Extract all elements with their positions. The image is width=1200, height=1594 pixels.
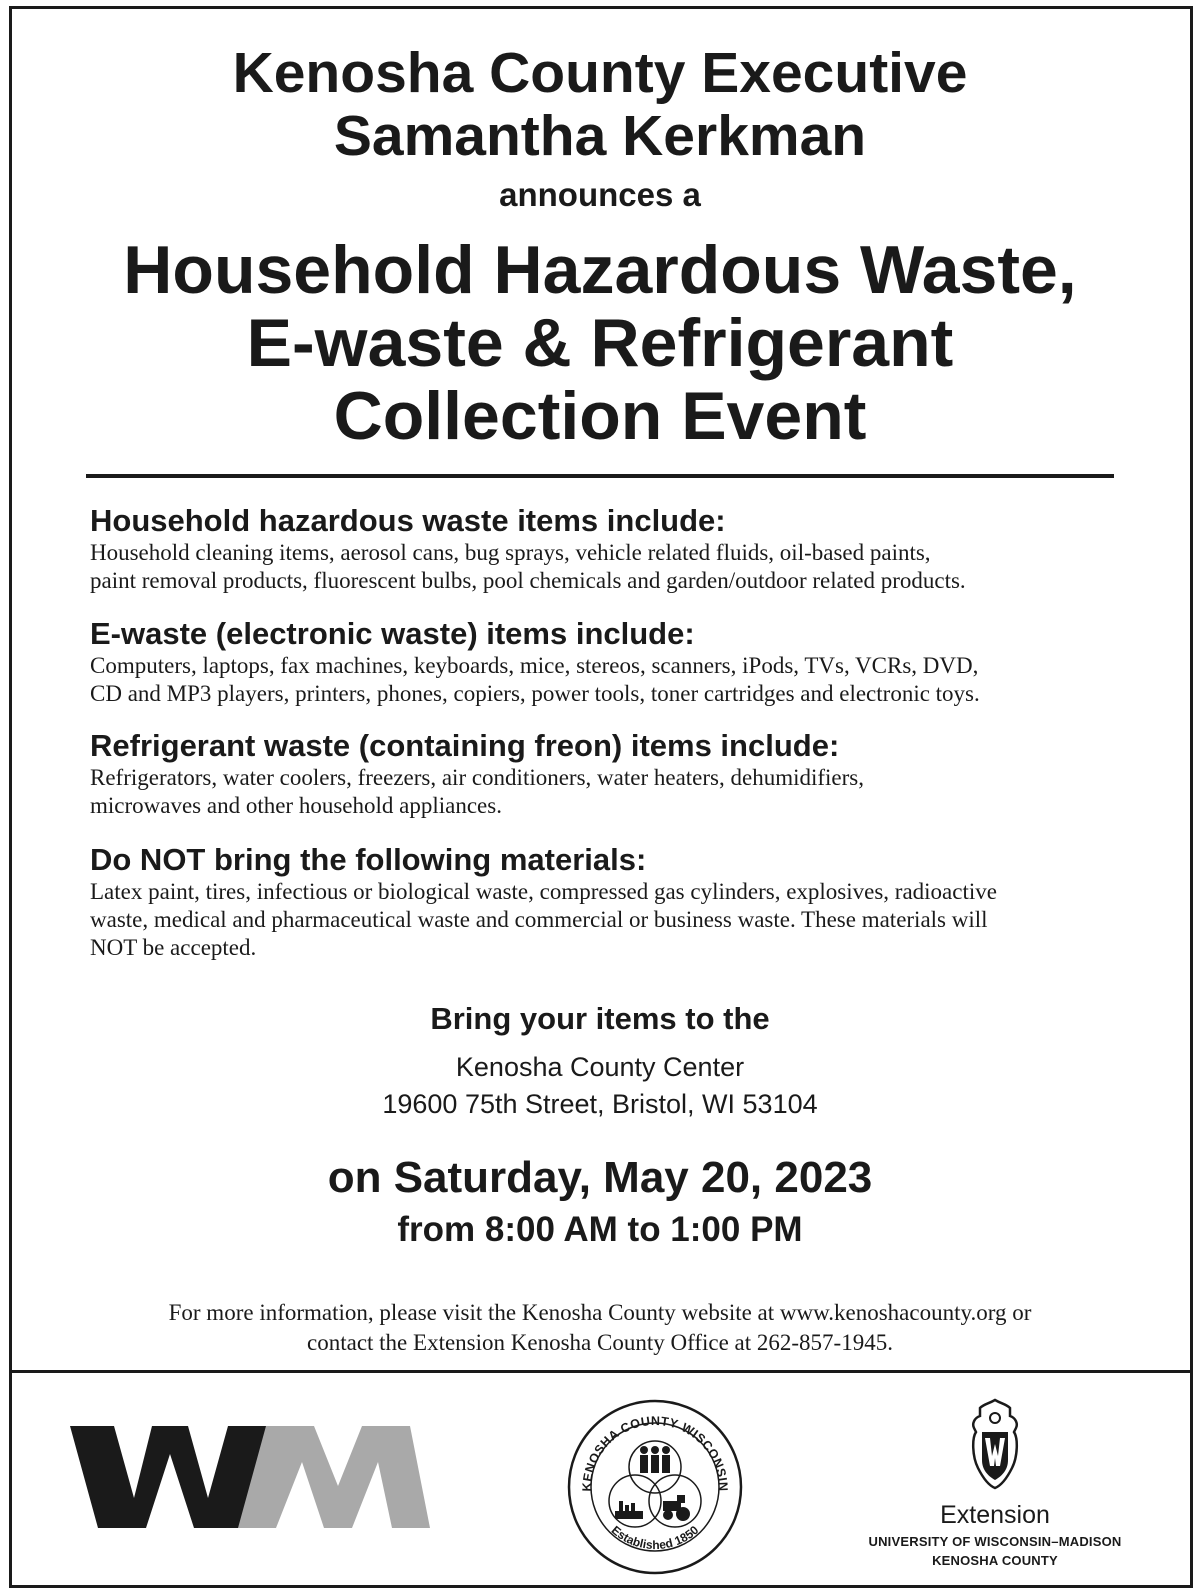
event-title: [0, 234, 1200, 453]
section-do-not-bring: [90, 842, 1140, 962]
location-address: 19600 75th Street, Bristol, WI 53104: [382, 1089, 818, 1119]
people-icon: [640, 1446, 670, 1473]
wm-logo-m: [238, 1426, 430, 1528]
event-title-line-3: Collection Event: [333, 378, 867, 454]
section-text-line: Computers, laptops, fax machines, keyboards, mice, stereos, scanners, iPods, TVs, VCRs, DVD,: [90, 653, 979, 678]
section-text-line: paint removal products, fluorescent bulbs, pool chemicals and garden/outdoor related products.: [90, 568, 966, 593]
section-text-line: Household cleaning items, aerosol cans, bug sprays, vehicle related fluids, oil-based paints,: [90, 540, 931, 565]
kenosha-county-seal: [565, 1397, 745, 1577]
uw-extension-logo: [850, 1398, 1140, 1578]
title-line-2: Samantha Kerkman: [333, 104, 867, 168]
location-address-block: [0, 1049, 1200, 1123]
section-text-line: waste, medical and pharmaceutical waste and commercial or business waste. These materials will: [90, 907, 988, 932]
event-title-line-2: E-waste & Refrigerant: [246, 305, 954, 381]
divider: [86, 474, 1114, 478]
event-time: from 8:00 AM to 1:00 PM: [397, 1210, 803, 1249]
tractor-icon: [663, 1495, 690, 1521]
title-line-1: Kenosha County Executive: [232, 41, 968, 105]
factory-icon: [615, 1501, 643, 1519]
section-heading: Household hazardous waste items include:: [90, 503, 726, 538]
more-info: [0, 1298, 1200, 1358]
section-ewaste: [90, 616, 1140, 708]
section-heading: E-waste (electronic waste) items include:: [90, 616, 695, 651]
announces-text: announces a: [499, 176, 701, 213]
extension-name: Extension: [940, 1501, 1050, 1529]
extension-county: KENOSHA COUNTY: [932, 1553, 1058, 1568]
location-lead: Bring your items to the: [430, 1001, 770, 1036]
section-refrigerant: [90, 728, 1140, 820]
section-text-line: CD and MP3 players, printers, phones, copiers, power tools, toner cartridges and electronic toys.: [90, 681, 980, 706]
event-date: on Saturday, May 20, 2023: [327, 1153, 873, 1202]
section-heading: Refrigerant waste (containing freon) items include:: [90, 728, 840, 763]
wm-logo: [70, 1426, 430, 1528]
extension-university: UNIVERSITY OF WISCONSIN–MADISON: [868, 1534, 1122, 1549]
event-title-line-1: Household Hazardous Waste,: [123, 232, 1077, 308]
page-title: [0, 42, 1200, 168]
wm-logo-w: [70, 1426, 270, 1528]
footer-divider: [9, 1370, 1193, 1373]
svg-text:KENOSHA COUNTY WISCONSIN: KENOSHA COUNTY WISCONSIN: [579, 1413, 731, 1492]
section-heading: Do NOT bring the following materials:: [90, 842, 647, 877]
more-info-line-2: contact the Extension Kenosha County Office at 262-857-1945.: [307, 1330, 893, 1355]
section-text-line: Refrigerators, water coolers, freezers, air conditioners, water heaters, dehumidifiers,: [90, 765, 864, 790]
section-text-line: microwaves and other household appliances.: [90, 793, 502, 818]
location-name: Kenosha County Center: [455, 1052, 745, 1082]
section-text-line: Latex paint, tires, infectious or biological waste, compressed gas cylinders, explosives, radioactive: [90, 879, 997, 904]
section-text-line: NOT be accepted.: [90, 935, 257, 960]
uw-crest-icon: [966, 1398, 1024, 1490]
section-hazardous: [90, 503, 1140, 595]
svg-text:Established 1850: Established 1850: [608, 1522, 702, 1553]
more-info-line-1: For more information, please visit the Kenosha County website at www.kenoshacounty.org or: [168, 1300, 1032, 1325]
